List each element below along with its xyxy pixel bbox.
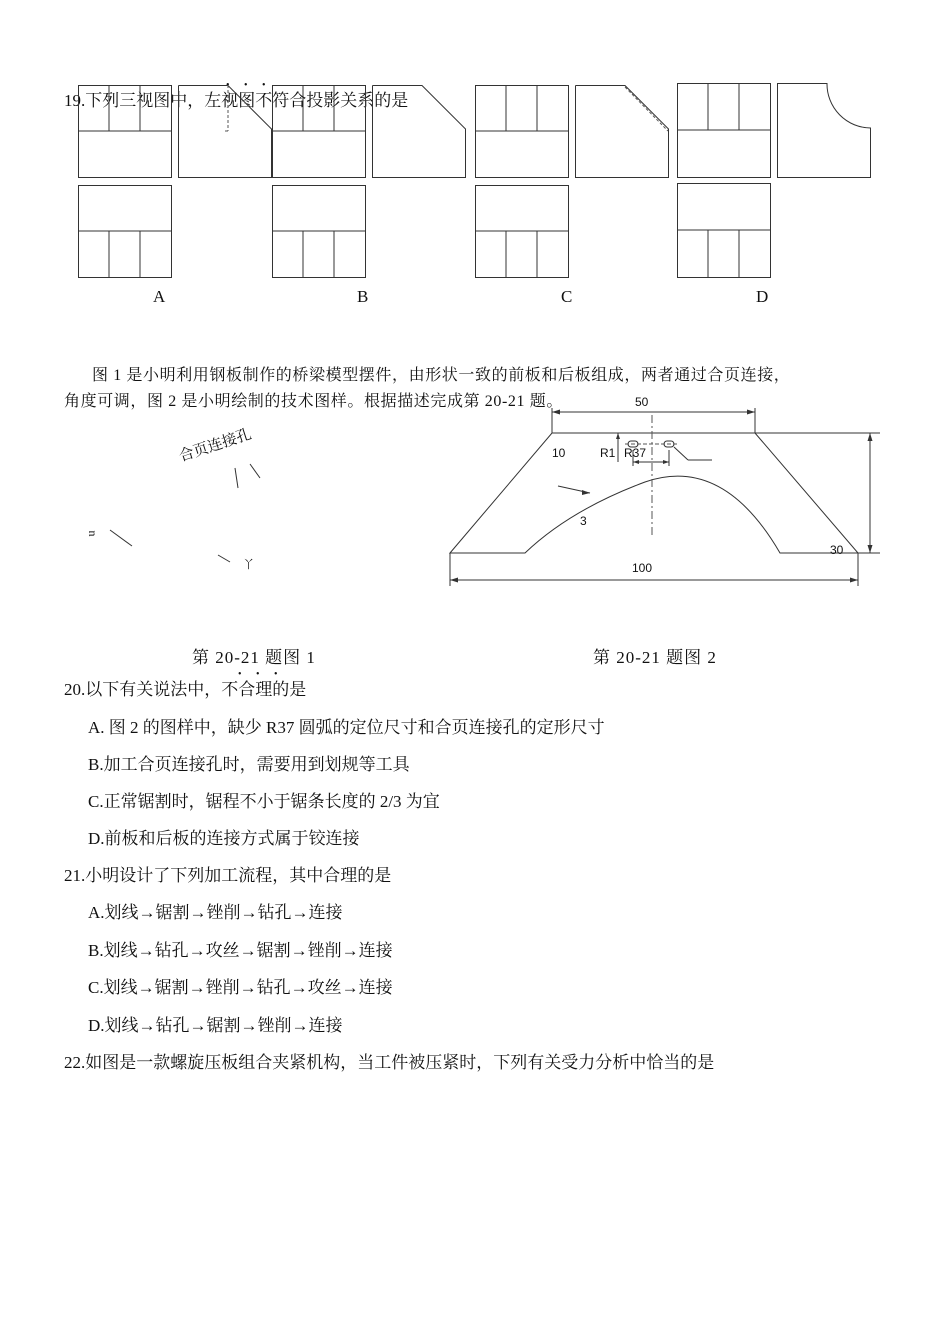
question-20-option-d: D.前板和后板的连接方式属于铰连接	[88, 829, 360, 848]
figure-1-fragments	[80, 460, 280, 570]
question-20-stem: 20.以下有关说法中，不合理的是	[64, 680, 307, 699]
dim-top-50: 50	[635, 395, 649, 409]
question-22-stem: 22.如图是一款螺旋压板组合夹紧机构，当工件被压紧时，下列有关受力分析中恰当的是	[64, 1053, 715, 1072]
figure-1-fragment-left: u	[83, 530, 98, 537]
dim-arc-3: 3	[580, 514, 587, 528]
dim-bottom-100: 100	[632, 561, 653, 575]
option-d-top-view	[677, 183, 771, 278]
option-a-top-view	[78, 185, 172, 278]
option-c-top-view	[475, 185, 569, 278]
question-21-option-a: A.划线→锯割→锉削→钻孔→连接	[88, 903, 343, 922]
dim-r37: R37	[624, 446, 647, 460]
option-d-label: D	[756, 287, 769, 306]
hinge-hole-label: 合页连接孔	[176, 424, 254, 466]
question-20-option-a: A. 图 2 的图样中，缺少 R37 圆弧的定位尺寸和合页连接孔的定形尺寸	[88, 718, 605, 737]
option-a-label: A	[153, 287, 166, 306]
emphasis-dots: • • •	[238, 669, 284, 680]
option-d-left-view	[777, 83, 871, 178]
figure-2-drawing	[440, 400, 890, 600]
option-c-left-view	[575, 85, 669, 178]
option-b-front-view	[272, 85, 366, 178]
dim-10: 10	[552, 446, 566, 460]
question-21-option-b: B.划线→钻孔→攻丝→锯割→锉削→连接	[88, 941, 393, 960]
intro-line-1: 图 1 是小明利用钢板制作的桥梁模型摆件，由形状一致的前板和后板组成，两者通过合页连接，	[92, 367, 791, 384]
figure-1-caption: 第 20-21 题图 1	[192, 648, 316, 667]
option-b-left-view	[372, 85, 466, 178]
option-d-front-view	[677, 83, 771, 178]
figure-1-fragment-bottom: 丫	[243, 559, 254, 571]
option-b-label: B	[357, 287, 369, 306]
dim-r1: R1	[600, 446, 616, 460]
question-20-option-c: C.正常锯割时，锯程不小于锯条长度的 2/3 为宜	[88, 792, 440, 811]
option-c-front-view	[475, 85, 569, 178]
question-21-option-d: D.划线→钻孔→锯割→锉削→连接	[88, 1016, 343, 1035]
option-a-left-view	[178, 85, 272, 178]
question-21-option-c: C.划线→锯割→锉削→钻孔→攻丝→连接	[88, 978, 393, 997]
option-b-top-view	[272, 185, 366, 278]
option-a-front-view	[78, 85, 172, 178]
intro-line-2: 角度可调，图 2 是小明绘制的技术图样。根据描述完成第 20-21 题。	[64, 393, 563, 410]
figure-2-caption: 第 20-21 题图 2	[593, 648, 717, 667]
question-20-option-b: B.加工合页连接孔时，需要用到划规等工具	[88, 755, 410, 774]
option-c-label: C	[561, 287, 573, 306]
question-21-stem: 21.小明设计了下列加工流程，其中合理的是	[64, 866, 392, 885]
emphasis-dots: • • •	[226, 80, 272, 91]
question-19-stem: 19.下列三视图中，左视图不符合投影关系的是	[64, 91, 409, 110]
dim-right-30: 30	[830, 543, 844, 557]
